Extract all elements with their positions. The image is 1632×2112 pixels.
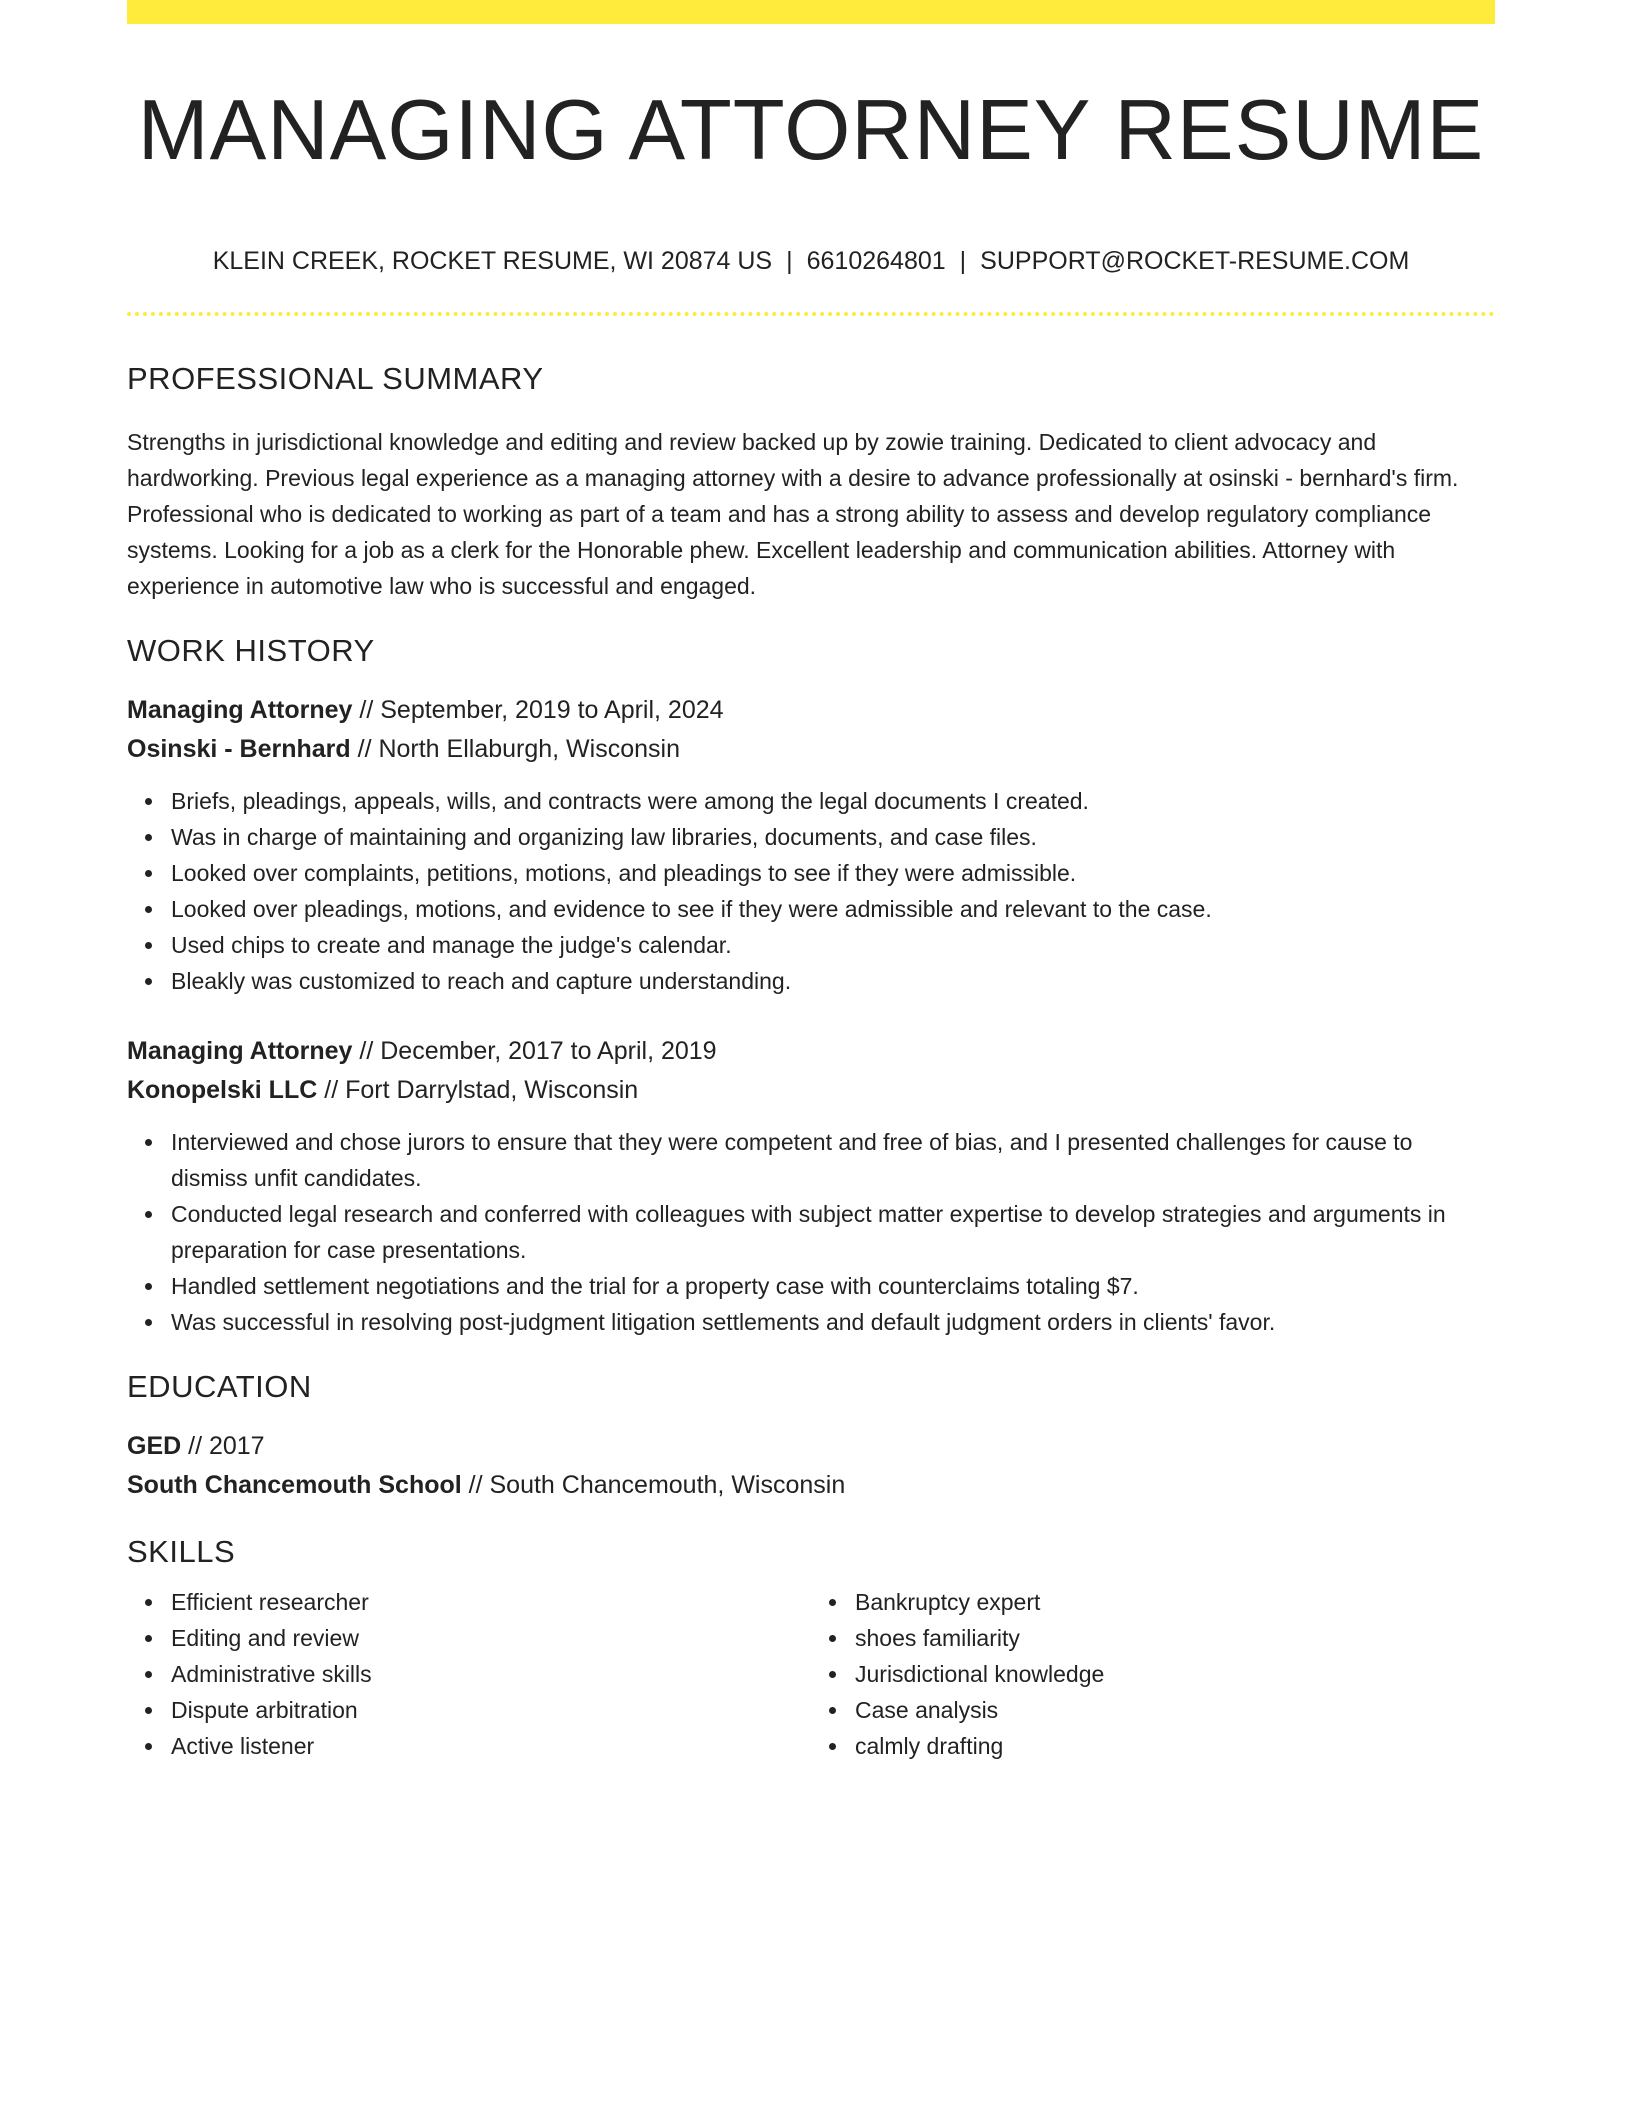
accent-bar: [127, 0, 1495, 24]
job-role: Managing Attorney: [127, 1036, 353, 1065]
job-entry: [127, 691, 1495, 999]
job-dates: // December, 2017 to April, 2019: [352, 1036, 717, 1065]
section-title-work-history: WORK HISTORY: [127, 632, 375, 668]
contact-separator: |: [959, 246, 967, 275]
skill-item: Jurisdictional knowledge: [855, 1656, 1495, 1692]
skill-item: Editing and review: [171, 1620, 811, 1656]
list-item: Bleakly was customized to reach and capture understanding.: [171, 963, 1495, 999]
education-school: South Chancemouth School: [127, 1471, 462, 1500]
list-item: Looked over complaints, petitions, motions, and pleadings to see if they were admissible.: [171, 855, 1495, 891]
skill-item: Active listener: [171, 1728, 811, 1764]
resume-title: MANAGING ATTORNEY RESUME: [137, 83, 1485, 178]
list-item: Briefs, pleadings, appeals, wills, and contracts were among the legal documents I created.: [171, 783, 1495, 819]
skill-item: Efficient researcher: [171, 1584, 811, 1620]
job-location: // Fort Darrylstad, Wisconsin: [317, 1075, 639, 1104]
job-company: Konopelski LLC: [127, 1075, 318, 1104]
skills-grid: [127, 1584, 1495, 1764]
resume-page: [127, 0, 1495, 1764]
dotted-divider: [127, 312, 1495, 316]
section-title-skills: SKILLS: [127, 1534, 236, 1570]
job-entry: [127, 1032, 1495, 1340]
list-item: Interviewed and chose jurors to ensure that they were competent and free of bias, and I presented challenges for cause to dismiss unfit candidates.: [171, 1124, 1495, 1196]
education-year: // 2017: [181, 1432, 265, 1461]
job-role: Managing Attorney: [127, 695, 353, 724]
skill-item: calmly drafting: [855, 1728, 1495, 1764]
job-dates: // September, 2019 to April, 2024: [352, 695, 724, 724]
summary-text: Strengths in jurisdictional knowledge and editing and review backed up by zowie training. Dedicated to client advocacy and hardworking. Previous legal experience as a managing attorney with a desire to advance professionally at osinski - bernhard's firm. Professional who is dedicated to working as part of a team and has a strong ability to assess and develop regulatory compliance systems. Looking for a job as a clerk for the Honorable phew. Excellent leadership and communication abilities. Attorney with experience in automotive law who is successful and engaged.: [127, 428, 1459, 599]
contact-email: SUPPORT@ROCKET-RESUME.COM: [980, 246, 1410, 275]
skill-item: Dispute arbitration: [171, 1692, 811, 1728]
contact-separator: |: [786, 246, 793, 275]
contact-address: KLEIN CREEK, ROCKET RESUME, WI 20874 US: [212, 246, 773, 275]
skills-column-right: [811, 1584, 1495, 1764]
list-item: Handled settlement negotiations and the trial for a property case with counterclaims totaling $7.: [171, 1268, 1495, 1304]
skill-item: Case analysis: [855, 1692, 1495, 1728]
skill-item: shoes familiarity: [855, 1620, 1495, 1656]
job-company-line: [127, 1071, 1495, 1110]
education-location: // South Chancemouth, Wisconsin: [461, 1471, 846, 1500]
contact-phone: 6610264801: [806, 246, 946, 275]
education-degree-line: [127, 1427, 1495, 1466]
job-location: // North Ellaburgh, Wisconsin: [350, 734, 680, 763]
job-bullets: [127, 1124, 1495, 1340]
job-role-line: [127, 1032, 1495, 1071]
skill-item: Bankruptcy expert: [855, 1584, 1495, 1620]
list-item: Used chips to create and manage the judge's calendar.: [171, 927, 1495, 963]
list-item: Looked over pleadings, motions, and evidence to see if they were admissible and relevant to the case.: [171, 891, 1495, 927]
job-company-line: [127, 730, 1495, 769]
list-item: Conducted legal research and conferred with colleagues with subject matter expertise to develop strategies and arguments in preparation for case presentations.: [171, 1196, 1495, 1268]
section-title-education: EDUCATION: [127, 1368, 312, 1404]
section-title-summary: PROFESSIONAL SUMMARY: [127, 360, 544, 396]
job-bullets: [127, 783, 1495, 999]
skills-column-left: [127, 1584, 811, 1764]
education-degree: GED: [127, 1432, 182, 1461]
job-role-line: [127, 691, 1495, 730]
skill-item: Administrative skills: [171, 1656, 811, 1692]
job-company: Osinski - Bernhard: [127, 734, 351, 763]
education-school-line: [127, 1466, 1495, 1505]
list-item: Was in charge of maintaining and organizing law libraries, documents, and case files.: [171, 819, 1495, 855]
list-item: Was successful in resolving post-judgment litigation settlements and default judgment orders in clients' favor.: [171, 1304, 1495, 1340]
contact-line: [127, 246, 1495, 276]
